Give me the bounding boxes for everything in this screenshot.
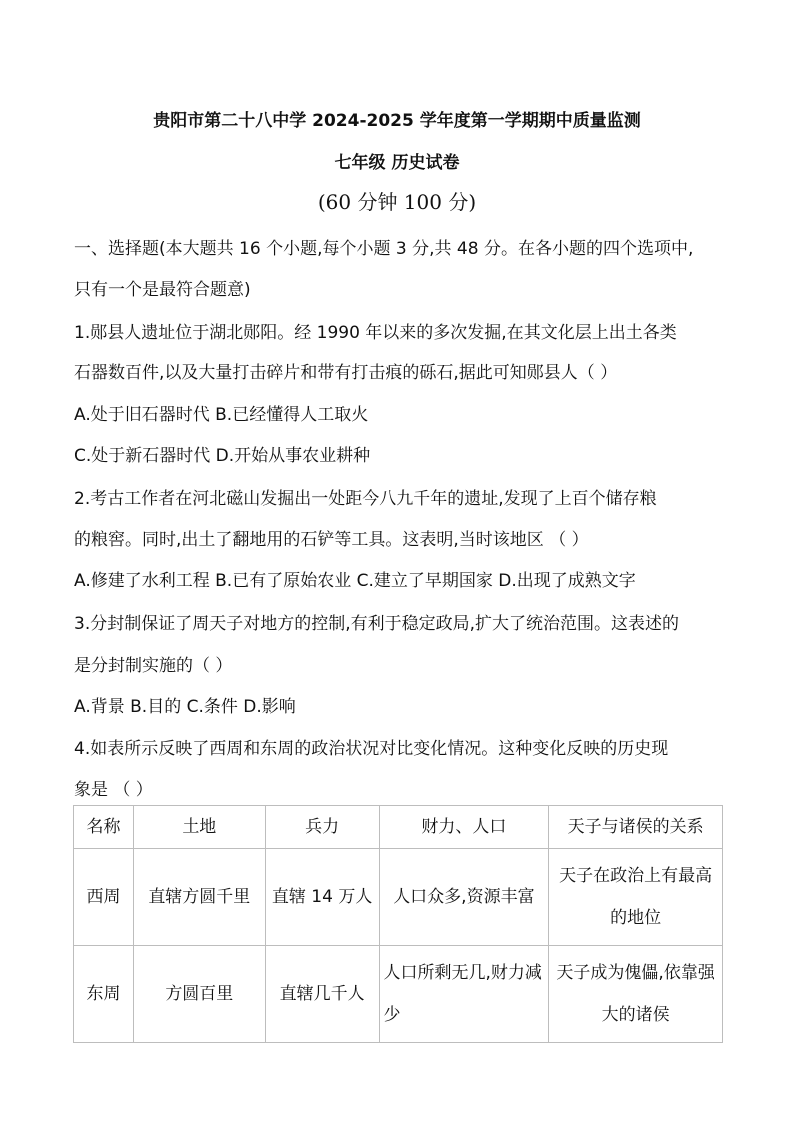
exam-subtitle: 七年级 历史试卷 [334,153,460,173]
table-header-cell: 财力、人口 [379,806,549,849]
table-header-cell: 天子与诸侯的关系 [549,806,723,849]
table-cell: 天子在政治上有最高的地位 [549,849,723,946]
question-3-stem-line-1: 3.分封制保证了周天子对地方的控制,有利于稳定政局,扩大了统治范围。这表述的 [74,614,680,634]
question-1-stem-line-1: 1.郧县人遗址位于湖北郧阳。经 1990 年以来的多次发掘,在其文化层上出土各类 [74,323,677,343]
table-row [74,849,723,946]
question-3-options-line-1: A.背景 B.目的 C.条件 D.影响 [74,697,296,717]
table-header-cell: 土地 [133,806,265,849]
table-cell: 人口众多,资源丰富 [379,849,549,946]
question-2-stem-line-2: 的粮窖。同时,出土了翻地用的石铲等工具。这表明,当时该地区 （ ） [74,530,589,550]
question-1-stem-line-2: 石器数百件,以及大量打击碎片和带有打击痕的砾石,据此可知郧县人（ ） [74,363,618,383]
table-header-cell: 兵力 [265,806,379,849]
table-cell: 天子成为傀儡,依靠强大的诸侯 [549,946,723,1043]
table-cell: 直辖几千人 [265,946,379,1043]
exam-title: 贵阳市第二十八中学 2024-2025 学年度第一学期期中质量监测 [153,111,641,131]
table-header-cell: 名称 [74,806,134,849]
table-cell: 东周 [74,946,134,1043]
comparison-table [73,805,723,1043]
table-cell: 直辖 14 万人 [265,849,379,946]
question-2-stem-line-1: 2.考古工作者在河北磁山发掘出一处距今八九千年的遗址,发现了上百个储存粮 [74,489,657,509]
table-row [74,946,723,1043]
section-instruction-line-1: 一、选择题(本大题共 16 个小题,每个小题 3 分,共 48 分。在各小题的四个选项中, [74,239,694,259]
question-1-options-line-2: C.处于新石器时代 D.开始从事农业耕种 [74,446,371,466]
question-4-stem-line-1: 4.如表所示反映了西周和东周的政治状况对比变化情况。这种变化反映的历史现 [74,739,669,759]
section-instruction-line-2: 只有一个是最符合题意) [74,280,251,300]
question-4-stem-line-2: 象是 （ ） [74,780,153,800]
question-2-options-line-1: A.修建了水利工程 B.已有了原始农业 C.建立了早期国家 D.出现了成熟文字 [74,571,636,591]
table-cell: 西周 [74,849,134,946]
question-1-options-line-1: A.处于旧石器时代 B.已经懂得人工取火 [74,405,369,425]
table-cell: 方圆百里 [133,946,265,1043]
question-3-stem-line-2: 是分封制实施的（ ） [74,656,233,676]
table-cell: 直辖方圆千里 [133,849,265,946]
table-cell: 人口所剩无几,财力减少 [379,946,549,1043]
exam-time-score: (60 分钟 100 分) [317,190,477,214]
table-header-row [74,806,723,849]
